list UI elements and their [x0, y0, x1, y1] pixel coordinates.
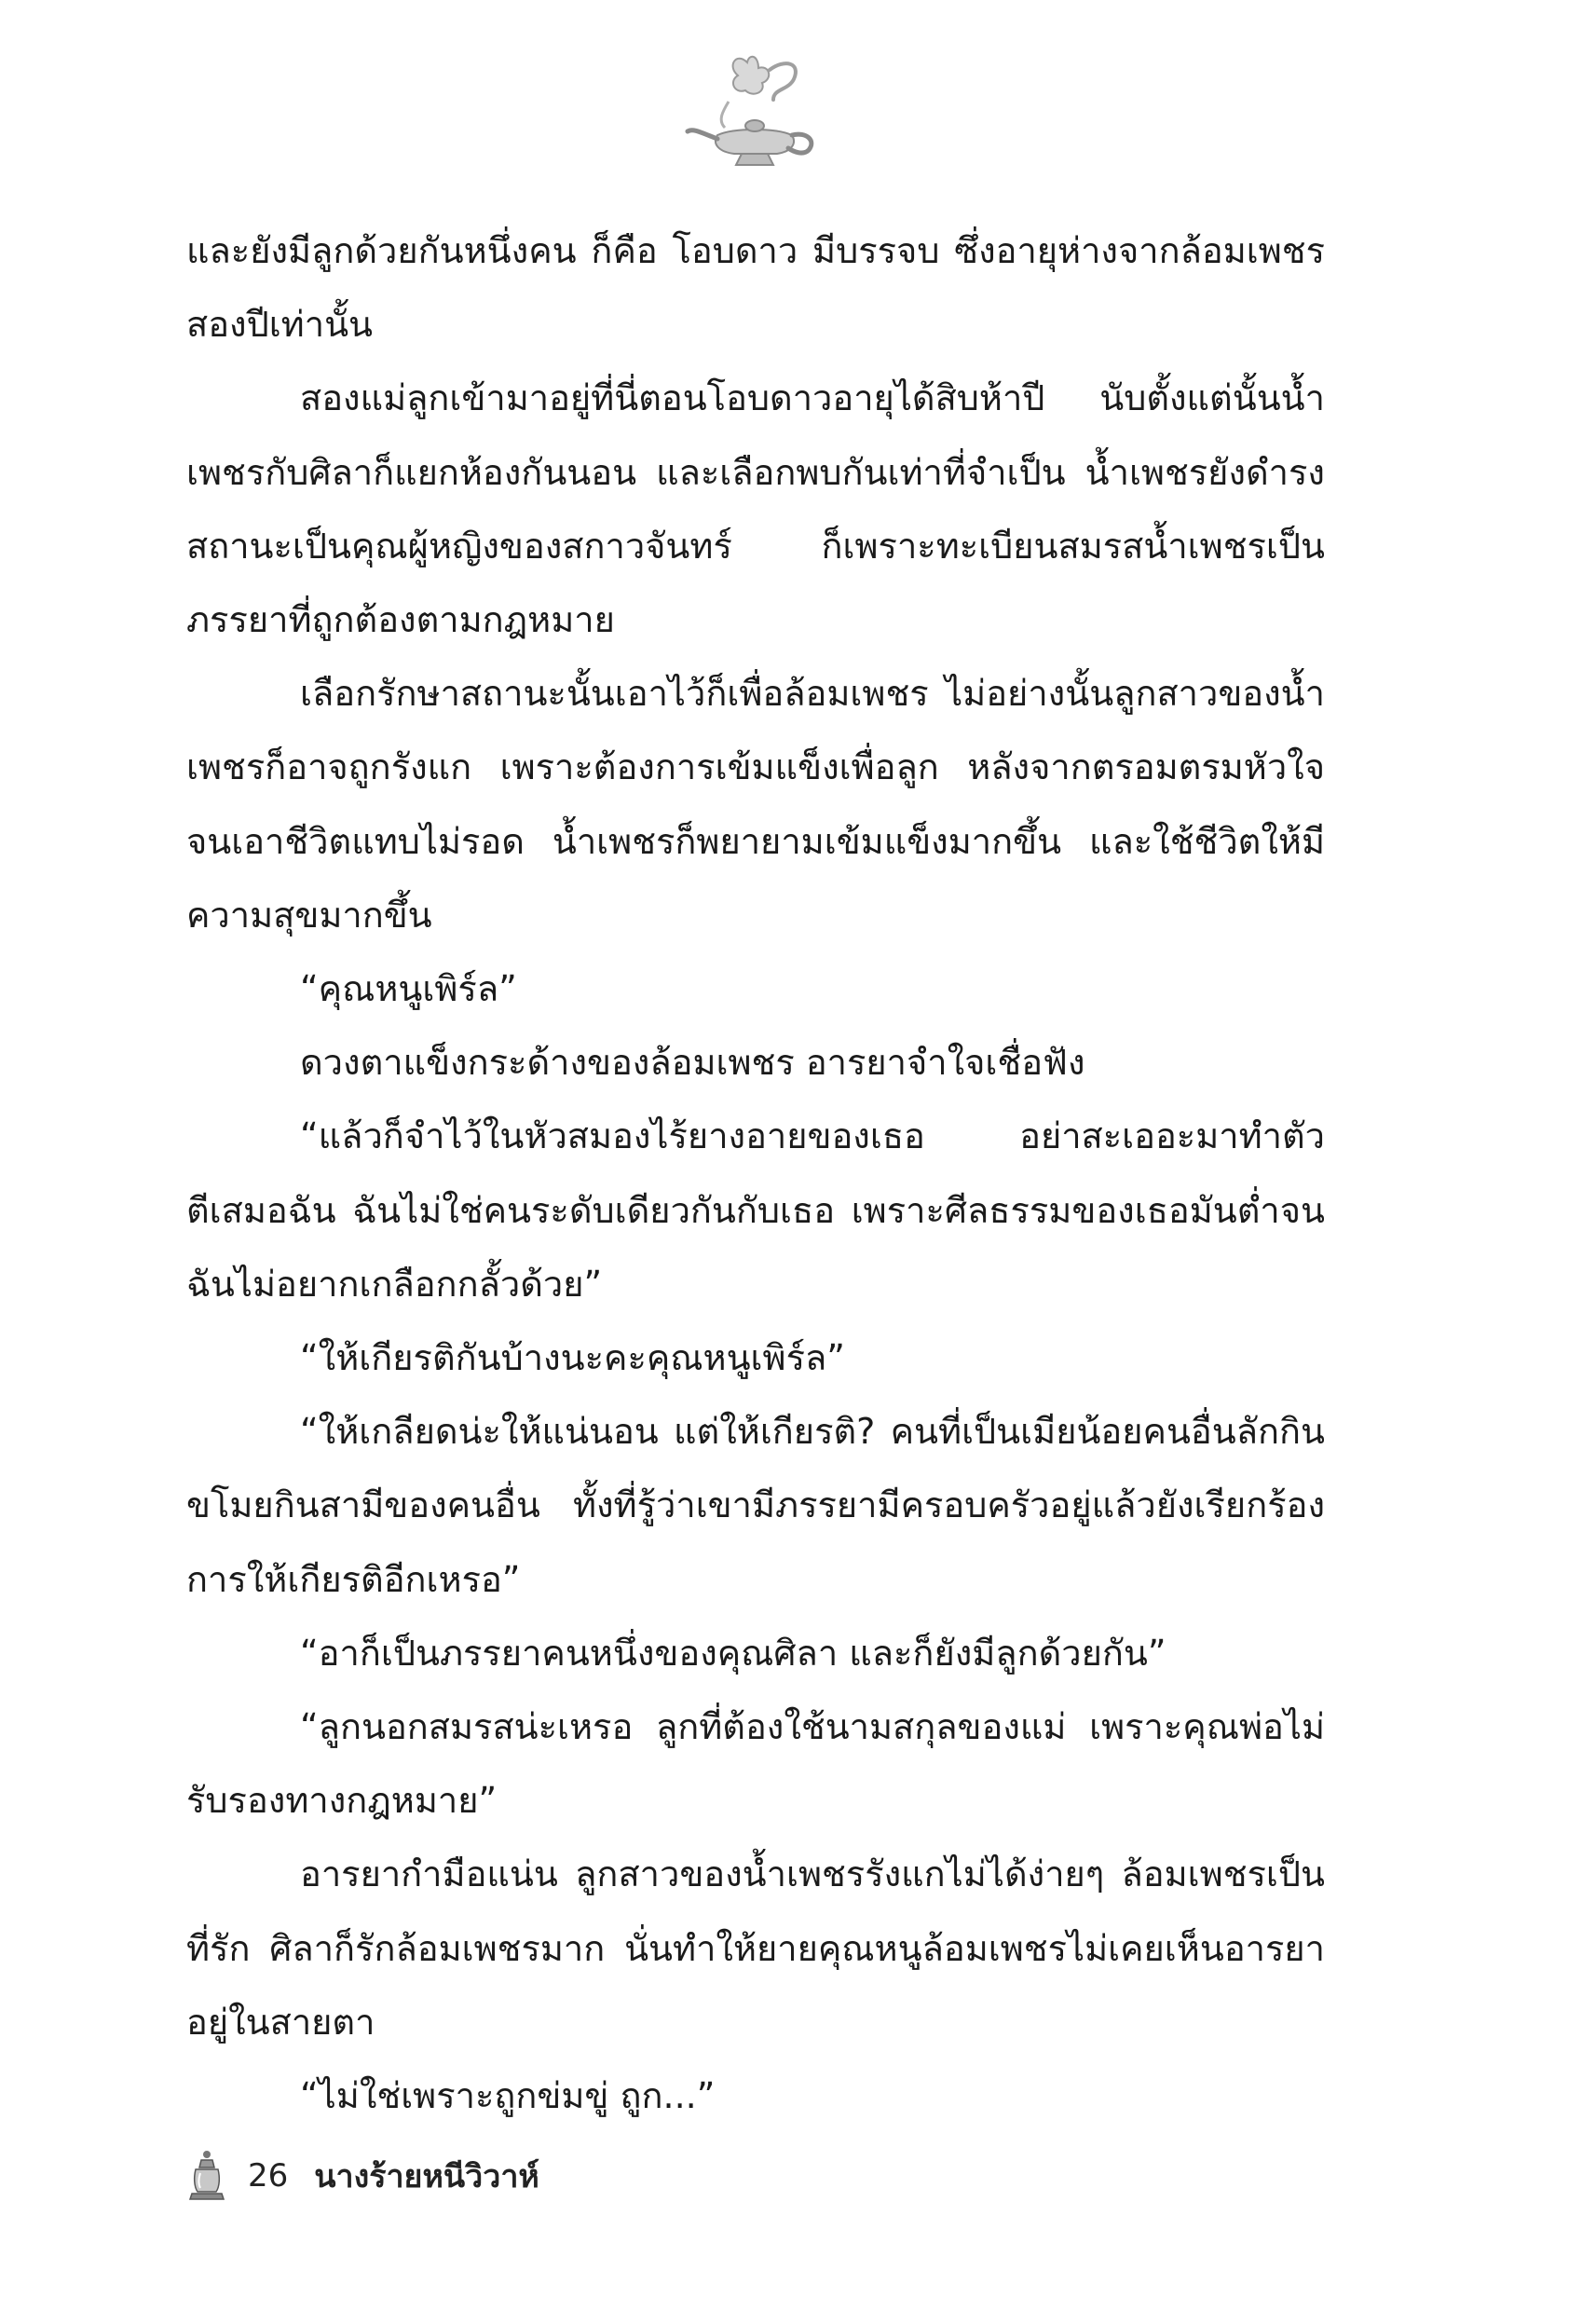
- genie-lamp-ornament-icon: [680, 42, 829, 182]
- paragraph: และยังมีลูกด้วยกันหนึ่งคน ก็คือ โอบดาว มีบรรจบ ซึ่งอายุห่างจากล้อมเพชรสองปีเท่านั้น: [186, 230, 1325, 346]
- dialogue-line: “ให้เกียรติกันบ้างนะคะคุณหนูเพิร์ล”: [300, 1337, 845, 1379]
- page-number: 26: [248, 2157, 289, 2195]
- paragraph: ดวงตาแข็งกระด้างของล้อมเพชร อารยาจำใจเชื่อฟัง: [300, 1042, 1085, 1084]
- chapter-body: [186, 214, 1325, 2133]
- page-footer: [186, 2143, 539, 2208]
- dialogue-line: “อาก็เป็นภรรยาคนหนึ่งของคุณศิลา และก็ยังมีลูกด้วยกัน”: [300, 1632, 1166, 1674]
- book-title: นางร้ายหนีวิวาห์: [314, 2158, 539, 2195]
- paragraph: สองแม่ลูกเข้ามาอยู่ที่นี่ตอนโอบดาวอายุได้สิบห้าปี นับตั้งแต่นั้นน้ำเพชรกับศิลาก็แยกห้องกันนอน และเลือกพบกันเท่าที่จำเป็น น้ำเพชรยังดำรงสถานะเป็นคุณผู้หญิงของสกาวจันทร์ ก็เพราะทะเบียนสมรสน้ำเพชรเป็นภรรยาที่ถูกต้องตามกฎหมาย: [186, 377, 1325, 641]
- dialogue-line: “ไม่ใช่เพราะถูกข่มขู่ ถูก...”: [300, 2075, 716, 2117]
- genie-lamp-icon: [186, 2149, 227, 2203]
- dialogue-line: “ลูกนอกสมรสน่ะเหรอ ลูกที่ต้องใช้นามสกุลของแม่ เพราะคุณพ่อไม่รับรองทางกฎหมาย”: [186, 1706, 1325, 1822]
- dialogue-line: “คุณหนูเพิร์ล”: [300, 968, 517, 1010]
- dialogue-line: “ให้เกลียดน่ะให้แน่นอน แต่ให้เกียรติ? คนที่เป็นเมียน้อยคนอื่นลักกินขโมยกินสามีของคนอื่น ทั้งที่รู้ว่าเขามีภรรยามีครอบครัวอยู่แล้วยังเรียกร้องการให้เกียรติอีกเหรอ”: [186, 1411, 1325, 1600]
- paragraph: เลือกรักษาสถานะนั้นเอาไว้ก็เพื่อล้อมเพชร ไม่อย่างนั้นลูกสาวของน้ำเพชรก็อาจถูกรังแก เพราะต้องการเข้มแข็งเพื่อลูก หลังจากตรอมตรมหัวใจจนเอาชีวิตแทบไม่รอด น้ำเพชรก็พยายามเข้มแข็งมากขึ้น และใช้ชีวิตให้มีความสุขมากขึ้น: [186, 673, 1325, 936]
- dialogue-line: “แล้วก็จำไว้ในหัวสมองไร้ยางอายของเธอ อย่าสะเออะมาทำตัวตีเสมอฉัน ฉันไม่ใช่คนระดับเดียวกันกับเธอ เพราะศีลธรรมของเธอมันต่ำจนฉันไม่อยากเกลือกกลั้วด้วย”: [186, 1115, 1325, 1305]
- paragraph: อารยากำมือแน่น ลูกสาวของน้ำเพชรรังแกไม่ได้ง่ายๆ ล้อมเพชรเป็นที่รัก ศิลาก็รักล้อมเพชรมาก นั่นทำให้ยายคุณหนูล้อมเพชรไม่เคยเห็นอารยาอยู่ในสายตา: [186, 1853, 1325, 2043]
